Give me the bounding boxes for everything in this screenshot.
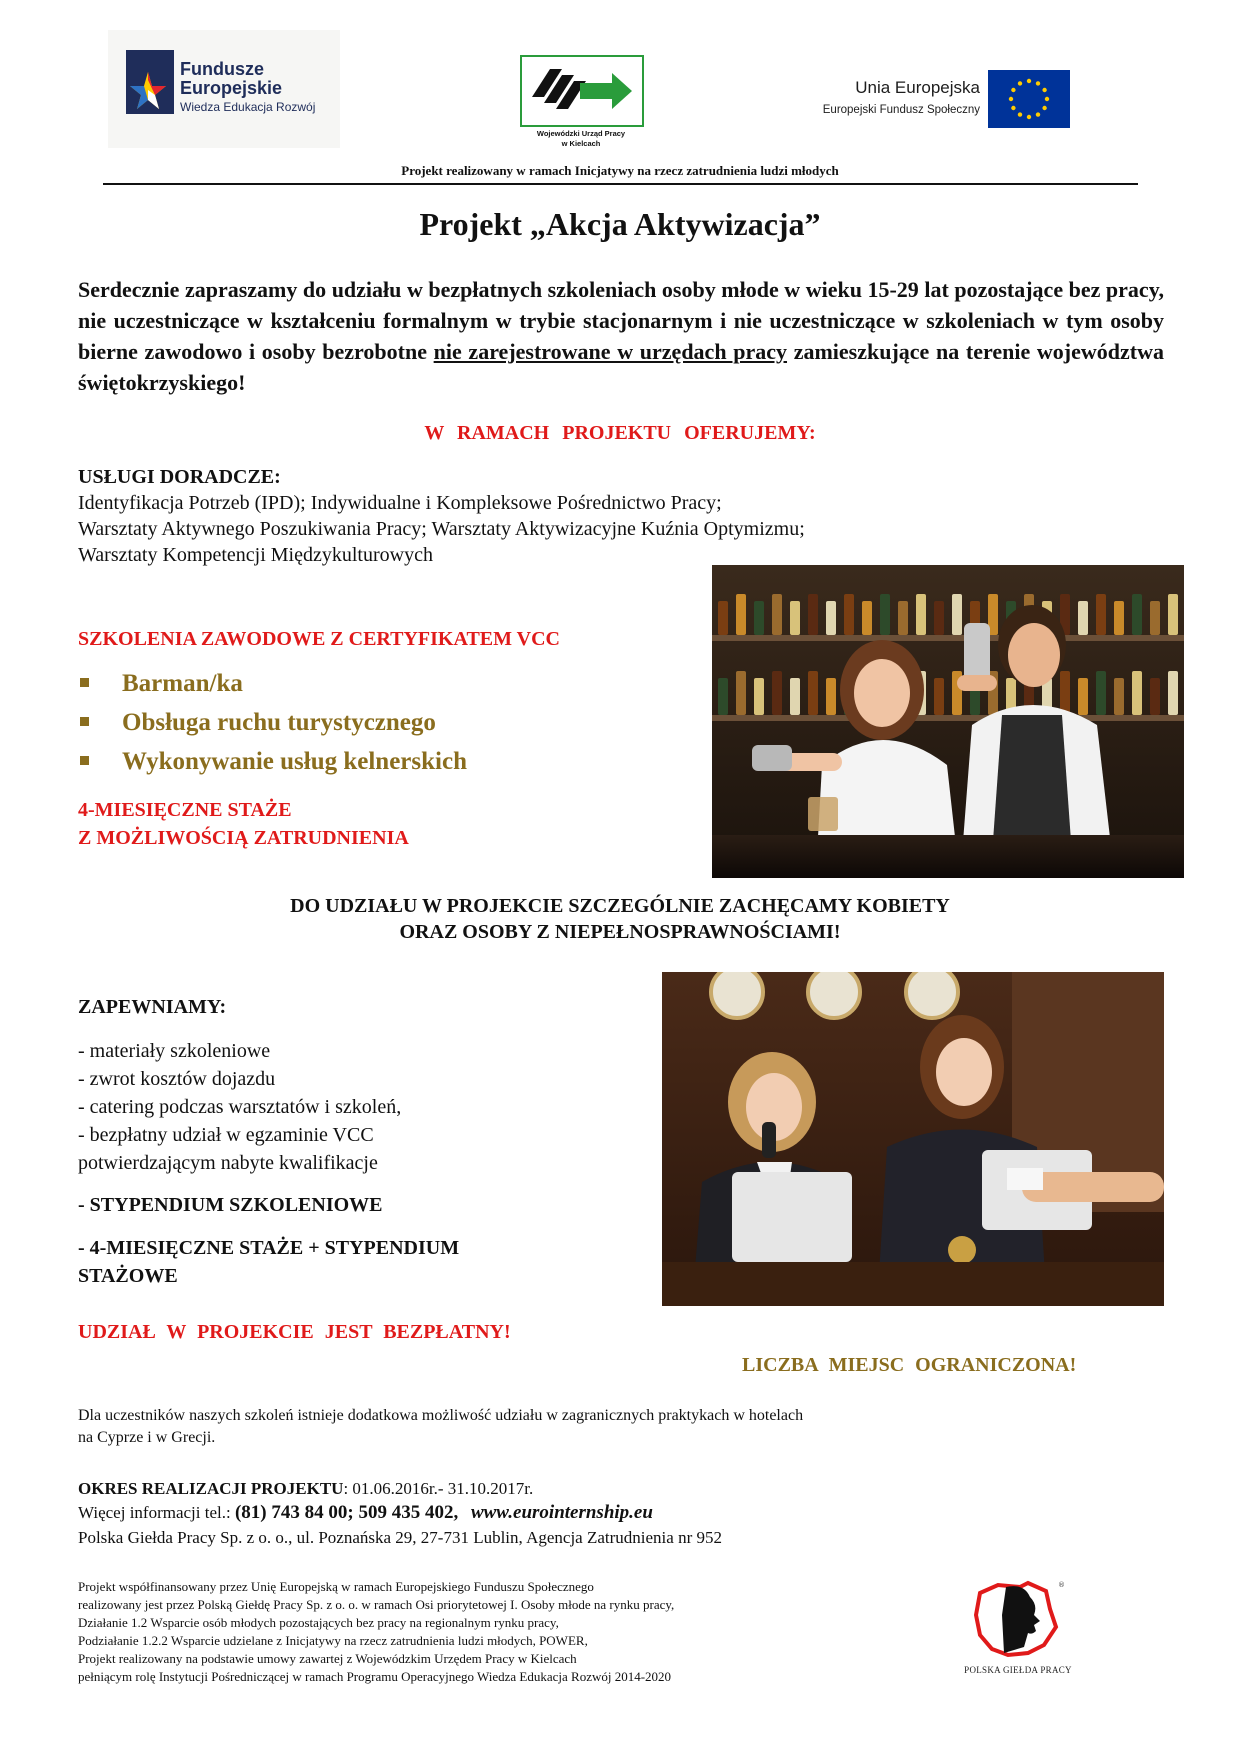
bottle-icon: [934, 601, 944, 635]
fe-line2: Europejskie: [180, 78, 283, 98]
encourage-line2: ORAZ OSOBY Z NIEPEŁNOSPRAWNOŚCIAMI!: [399, 921, 841, 943]
project-initiative-line: Projekt realizowany w ramach Inicjatywy na rzecz zatrudnienia ludzi młodych: [401, 163, 839, 178]
encourage-block: [0, 893, 1240, 945]
bottle-icon: [754, 678, 764, 715]
intro-underlined: nie zarejestrowane w urzędach pracy: [433, 339, 788, 364]
wup-line1: Wojewódzki Urząd Pracy: [536, 129, 626, 138]
svg-text:®: ®: [1058, 1581, 1065, 1589]
funding-line: pełniącym rolę Instytucji Pośredniczącej w ramach Programu Operacyjnego Wiedza Edukacja Rozwój 2014-2020: [78, 1669, 672, 1684]
intro-paragraph: [78, 274, 1164, 398]
bottle-icon: [898, 601, 908, 635]
bottle-icon: [1078, 601, 1088, 635]
ue-line2: Europejski Fundusz Społeczny: [822, 104, 980, 116]
eu-star-icon: [1011, 88, 1015, 92]
fe-line1: Fundusze: [180, 59, 264, 79]
eu-star-icon: [1027, 115, 1031, 119]
bottle-icon: [736, 594, 746, 635]
internships-block: [78, 796, 409, 852]
bottle-icon: [1060, 671, 1070, 715]
eu-star-icon: [1018, 112, 1022, 116]
eu-star-icon: [1042, 106, 1046, 110]
wup-arrow-icon: [522, 57, 642, 125]
eu-star-icon: [1018, 81, 1022, 85]
list-item: - materiały szkoleniowe: [78, 1040, 271, 1062]
fe-star-icon: [126, 50, 174, 114]
list-item: - catering podczas warsztatów i szkoleń,: [78, 1096, 402, 1118]
bottle-icon: [772, 594, 782, 635]
funding-note: [78, 1578, 898, 1686]
provide-heading: ZAPEWNIAMY:: [78, 996, 227, 1018]
advisory-heading: USŁUGI DORADCZE:: [78, 466, 281, 488]
bartenders-photo: [712, 565, 1184, 878]
free-participation-note: UDZIAŁ W PROJEKCIE JEST BEZPŁATNY!: [78, 1321, 511, 1343]
bottle-icon: [1096, 594, 1106, 635]
bottle-icon: [1168, 594, 1178, 635]
bottle-icon: [808, 594, 818, 635]
unia-europejska-logo: [790, 70, 1070, 130]
bottle-icon: [1150, 678, 1160, 715]
intro-part1: Serdecznie zapraszamy do udziału w bezpłatnych szkoleniach osoby młode w wieku 15-29 lat pozostające bez pracy, nie uczestniczące w kształceniu formalnym w trybie stacjonarnym i nie uczestniczące w szkoleniach w tym osoby bierne zawodowo i osoby bezrobotne: [78, 277, 1164, 364]
advisory-line: Identyfikacja Potrzeb (IPD); Indywidualne i Kompleksowe Pośrednictwo Pracy;: [78, 492, 722, 514]
header-divider: [103, 183, 1138, 185]
advisory-line: Warsztaty Aktywnego Poszukiwania Pracy; Warsztaty Aktywizacyjne Kuźnia Optymizmu;: [78, 518, 805, 540]
provide-list: [78, 1037, 401, 1177]
wup-kielce-logo: [520, 55, 644, 167]
bottle-icon: [754, 601, 764, 635]
poland-map-icon: [958, 1575, 1078, 1665]
contact-line: [78, 1500, 653, 1525]
bottle-icon: [844, 594, 854, 635]
page-title: Projekt „Akcja Aktywizacja”: [419, 206, 821, 242]
bottle-icon: [1078, 678, 1088, 715]
bullet-square-icon: [80, 717, 89, 726]
bottle-icon: [1114, 601, 1124, 635]
bottle-icon: [1096, 671, 1106, 715]
eu-star-icon: [1036, 112, 1040, 116]
bottle-icon: [880, 594, 890, 635]
bullet-square-icon: [80, 678, 89, 687]
list-item: potwierdzającym nabyte kwalifikacje: [78, 1152, 378, 1174]
abroad-internships-note: [78, 1405, 1058, 1449]
intro-part2: zamieszkujące na terenie województwa świętokrzyskiego!: [78, 339, 1164, 395]
offer-heading: W RAMACH PROJEKTU OFERUJEMY:: [424, 422, 816, 444]
bottle-icon: [718, 678, 728, 715]
polska-gielda-pracy-logo: [958, 1575, 1078, 1685]
list-item: [78, 703, 467, 742]
ue-line1: Unia Europejska: [855, 78, 980, 97]
internships-line2: Z MOŻLIWOŚCIĄ ZATRUDNIENIA: [78, 827, 409, 849]
eu-star-icon: [1027, 79, 1031, 83]
eu-star-icon: [1045, 97, 1049, 101]
contact-prefix: Więcej informacji tel.:: [78, 1503, 235, 1522]
eu-star-icon: [1042, 88, 1046, 92]
project-period: [78, 1476, 533, 1501]
internships-line1: 4-MIESIĘCZNE STAŻE: [78, 799, 292, 821]
bottle-icon: [1168, 671, 1178, 715]
bottle-icon: [1132, 671, 1142, 715]
bottle-icon: [952, 594, 962, 635]
course-list: [78, 664, 467, 781]
internship-stipend: [78, 1234, 459, 1290]
company-address: Polska Giełda Pracy Sp. z o. o., ul. Poznańska 29, 27-731 Lublin, Agencja Zatrudnienia nr 952: [78, 1528, 722, 1547]
bottle-icon: [1114, 678, 1124, 715]
abroad-line1: Dla uczestników naszych szkoleń istnieje dodatkowa możliwość udziału w zagranicznych praktykach w hotelach: [78, 1407, 804, 1424]
course-label: Barman/ka: [122, 670, 243, 697]
eu-star-icon: [1036, 81, 1040, 85]
list-item: [78, 742, 467, 781]
website-link[interactable]: www.eurointernship.eu: [470, 1502, 653, 1523]
list-item: - zwrot kosztów dojazdu: [78, 1068, 276, 1090]
fe-line3: Wiedza Edukacja Rozwój: [180, 100, 316, 114]
list-item: - bezpłatny udział w egzaminie VCC: [78, 1124, 374, 1146]
bottle-icon: [736, 671, 746, 715]
eu-flag-icon: [988, 70, 1070, 128]
bottle-icon: [772, 671, 782, 715]
bottle-icon: [790, 601, 800, 635]
funding-line: Projekt współfinansowany przez Unię Europejską w ramach Europejskiego Funduszu Społecznego: [78, 1579, 594, 1594]
receptionists-photo: [662, 972, 1164, 1306]
list-item: [78, 664, 467, 703]
internship-stipend-line2: STAŻOWE: [78, 1265, 178, 1287]
bottle-icon: [916, 594, 926, 635]
bullet-square-icon: [80, 756, 89, 765]
fundusze-europejskie-logo: [108, 30, 340, 148]
advisory-section: [78, 464, 1078, 568]
bottle-icon: [934, 678, 944, 715]
bottle-icon: [790, 678, 800, 715]
vocational-heading: SZKOLENIA ZAWODOWE Z CERTYFIKATEM VCC: [78, 628, 560, 650]
funding-line: realizowany jest przez Polską Giełdę Pracy Sp. z o. o. w ramach Osi priorytetowej I. Osoby młode na rynku pracy,: [78, 1597, 675, 1612]
contact-phones: (81) 743 84 00; 509 435 402,: [234, 1502, 459, 1523]
eu-star-icon: [1011, 106, 1015, 110]
bottle-icon: [826, 601, 836, 635]
bottle-icon: [808, 671, 818, 715]
course-label: Wykonywanie usług kelnerskich: [122, 748, 467, 775]
training-stipend: - STYPENDIUM SZKOLENIOWE: [78, 1194, 383, 1216]
period-value: : 01.06.2016r.- 31.10.2017r.: [343, 1479, 534, 1498]
advisory-line: Warsztaty Kompetencji Międzykulturowych: [78, 544, 433, 566]
bottle-icon: [1150, 601, 1160, 635]
wup-emblem: [520, 55, 644, 127]
limited-places-note: LICZBA MIEJSC OGRANICZONA!: [742, 1354, 1077, 1376]
funding-line: Działanie 1.2 Wsparcie osób młodych pozostających bez pracy na regionalnym rynku pracy,: [78, 1615, 559, 1630]
abroad-line2: na Cyprze i w Grecji.: [78, 1429, 216, 1446]
internship-stipend-line1: - 4-MIESIĘCZNE STAŻE + STYPENDIUM: [78, 1237, 460, 1259]
funding-line: Podziałanie 1.2.2 Wsparcie udzielane z Inicjatywy na rzecz zatrudnienia ludzi młodych, POWER,: [78, 1633, 588, 1648]
pgp-caption: POLSKA GIEŁDA PRACY: [964, 1665, 1072, 1675]
bottle-icon: [862, 601, 872, 635]
course-label: Obsługa ruchu turystycznego: [122, 709, 436, 736]
bottle-icon: [1132, 594, 1142, 635]
bottle-icon: [826, 678, 836, 715]
wup-line2: w Kielcach: [561, 139, 601, 148]
encourage-line1: DO UDZIAŁU W PROJEKCIE SZCZEGÓLNIE ZACHĘCAMY KOBIETY: [290, 895, 950, 917]
eu-star-icon: [1009, 97, 1013, 101]
funding-line: Projekt realizowany na podstawie umowy zawartej z Wojewódzkim Urzędem Pracy w Kielcach: [78, 1651, 577, 1666]
bottle-icon: [718, 601, 728, 635]
period-label: OKRES REALIZACJI PROJEKTU: [78, 1479, 344, 1498]
